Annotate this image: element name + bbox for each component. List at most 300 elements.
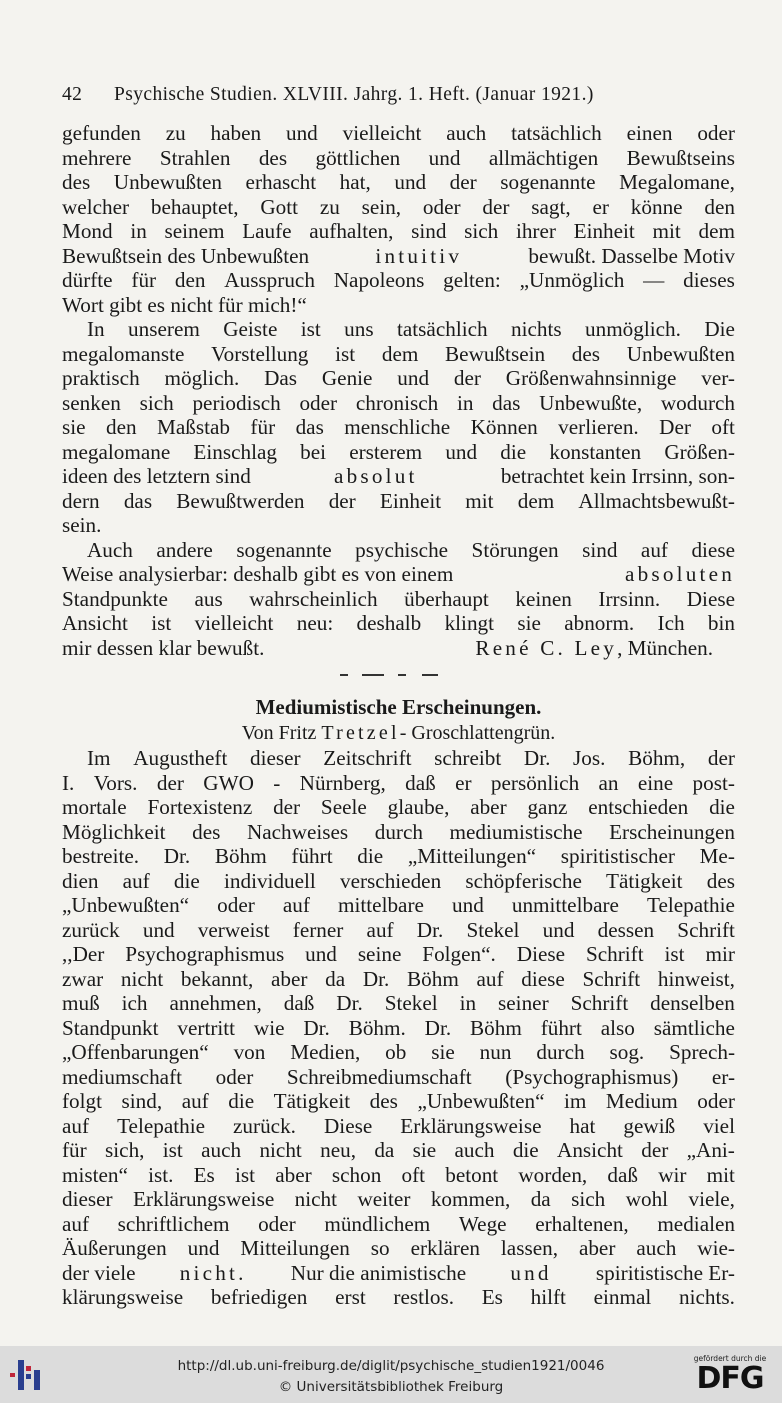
line-text: spiritistische Er- <box>595 1260 735 1285</box>
text-line <box>62 967 735 992</box>
word: hinweist, <box>657 966 735 991</box>
word: Psychographismus <box>125 942 285 966</box>
word: worden, <box>518 1162 588 1187</box>
word: Dr. <box>523 746 551 770</box>
word: sie <box>412 1138 437 1162</box>
word: bin <box>707 611 735 635</box>
word: der <box>707 746 735 770</box>
text-line <box>62 942 735 967</box>
word: Maßstab <box>157 415 230 439</box>
word: sämtliche <box>653 1015 735 1040</box>
text-line <box>62 1163 735 1188</box>
text-line <box>62 1114 735 1139</box>
text-line <box>62 1040 735 1065</box>
word: Diese <box>686 586 735 611</box>
text-line <box>62 464 735 489</box>
line-text: Nur die animistische <box>290 1260 467 1285</box>
word: aber <box>470 795 507 819</box>
word: erklären <box>410 1236 480 1260</box>
word: sogenannte <box>500 170 596 194</box>
text-line <box>62 1261 735 1286</box>
word: seiner <box>498 991 549 1015</box>
word: Augustheft <box>133 746 228 770</box>
word: ganz <box>527 795 568 819</box>
text-line <box>62 795 735 820</box>
word: bekannt, <box>180 966 254 991</box>
word: in <box>456 390 474 415</box>
word: annehmen, <box>169 991 262 1015</box>
word: bestreite. <box>62 844 140 868</box>
word: die <box>357 844 384 868</box>
word: spiritistischer <box>560 844 675 868</box>
word: oder <box>215 1064 254 1089</box>
word: Es <box>481 1285 503 1309</box>
word: seinem <box>164 219 225 243</box>
word: neu: <box>296 611 334 635</box>
word: mittelbare <box>338 893 424 917</box>
word: auf <box>282 893 310 917</box>
word: Dr. <box>336 991 363 1015</box>
word: sind <box>582 537 618 562</box>
word: aber <box>578 1236 616 1260</box>
author-place: - Groschlattengrün. <box>399 722 556 744</box>
word: ihrer <box>515 219 556 243</box>
word: dem <box>517 488 555 513</box>
word: vielleicht <box>342 121 422 145</box>
word: gefunden <box>62 121 141 145</box>
word: und <box>305 942 337 966</box>
paragraph-first-line <box>62 317 735 342</box>
author-place: , München. <box>617 635 713 660</box>
word: entschieden <box>588 795 689 819</box>
line-text: Weise analysierbar: deshalb gibt es von einem <box>62 562 454 586</box>
word: die <box>228 1089 255 1113</box>
word: schreibt <box>434 746 502 770</box>
word: I. <box>62 770 75 795</box>
word: dessen <box>597 917 655 942</box>
word: oder <box>299 390 338 415</box>
word: das <box>295 415 324 439</box>
word: sind, <box>121 1089 163 1113</box>
text-line <box>62 415 735 440</box>
spaced-emphasis: intuitiv <box>375 243 463 268</box>
word: Schrift <box>677 917 735 942</box>
word: wie- <box>697 1236 735 1260</box>
text-line <box>62 611 735 636</box>
word: sie <box>431 1040 455 1064</box>
word: die <box>512 1138 539 1162</box>
word: In <box>87 317 105 341</box>
word: Diese <box>516 942 566 966</box>
word: menschliche <box>344 415 451 439</box>
word: der <box>482 194 510 219</box>
word: Einschlag <box>193 439 277 464</box>
word: viel <box>703 1113 735 1138</box>
text-line <box>62 1016 735 1041</box>
word: Standpunkte <box>62 586 168 611</box>
word: erhascht <box>245 170 317 194</box>
word: Telepathie <box>117 1113 206 1138</box>
word: der <box>328 488 356 513</box>
word: medialen <box>657 1211 735 1236</box>
word: post- <box>692 770 735 795</box>
word: an <box>598 770 619 795</box>
word: denselben <box>650 991 735 1015</box>
word: sind <box>411 219 447 243</box>
word: verlieren. <box>558 415 639 439</box>
word: durch <box>536 1040 585 1064</box>
word: folgt <box>62 1089 103 1113</box>
word: wohl <box>625 1187 669 1211</box>
word: für <box>250 415 276 439</box>
text-line <box>62 121 735 146</box>
word: Das <box>264 366 298 390</box>
word: Schrift <box>582 966 641 991</box>
word: sein, <box>361 194 402 219</box>
word: ist <box>664 942 685 966</box>
word: Dr. <box>362 966 390 991</box>
word: auf <box>181 1089 209 1113</box>
word: des <box>62 170 91 194</box>
word: periodisch <box>192 390 281 415</box>
dfg-funding-text: gefördert durch die <box>693 1354 767 1363</box>
text-line <box>62 195 735 220</box>
text-line <box>62 513 735 538</box>
word: Folgen“. <box>422 942 496 966</box>
text-line <box>62 844 735 869</box>
word: Auch <box>87 537 133 562</box>
separator-dash <box>422 674 438 676</box>
word: dieser <box>250 746 301 770</box>
text-line <box>62 562 735 587</box>
word: uns <box>344 317 374 341</box>
word: daß <box>405 770 436 795</box>
signature <box>475 636 735 661</box>
word: Medien, <box>290 1040 361 1064</box>
word: in <box>130 219 147 243</box>
word: megalomane <box>62 439 171 464</box>
section-separator <box>62 660 735 694</box>
word: schöpferische <box>465 868 582 893</box>
word: sie <box>62 415 86 439</box>
word: mortale <box>62 795 127 819</box>
word: Böhm, <box>628 746 686 770</box>
word: und <box>445 439 478 464</box>
word: Mitteilungen <box>240 1236 350 1260</box>
word: möglich. <box>164 366 240 390</box>
word: er <box>592 194 609 219</box>
word: die <box>500 439 527 464</box>
word: der <box>453 366 481 390</box>
word: Napoleons <box>333 268 425 292</box>
word: sich, <box>105 1138 145 1162</box>
permalink-url[interactable]: http://dl.ub.uni-freiburg.de/diglit/psychische_studien1921/0046 <box>177 1358 605 1374</box>
word: Können <box>470 415 538 439</box>
word: dieser <box>62 1187 113 1211</box>
word: Einheit <box>379 488 442 513</box>
word: Schrift <box>570 991 629 1015</box>
word: gelten: <box>443 268 501 292</box>
line-text: sein. <box>62 513 102 537</box>
text-line <box>62 1065 735 1090</box>
word: Erklärungsweise <box>400 1113 542 1138</box>
word: kommen, <box>430 1187 511 1211</box>
word: Böhm <box>470 1015 522 1040</box>
word: und <box>142 917 175 942</box>
word: auch <box>454 1138 495 1162</box>
word: lassen, <box>500 1236 558 1260</box>
word: ferner <box>292 917 344 942</box>
word: Standpunkt <box>62 1015 159 1040</box>
word: tatsächlich <box>397 317 488 341</box>
paragraph-first-line <box>62 746 735 771</box>
author-name: René C. Ley <box>475 635 618 660</box>
word: verweist <box>197 917 270 942</box>
line-text: Bewußtsein des Unbewußten <box>62 243 310 268</box>
word: oder <box>217 893 255 917</box>
line-text: bewußt. Dasselbe Motiv <box>528 243 735 268</box>
word: unserem <box>128 317 200 341</box>
spaced-emphasis: absoluten <box>624 562 735 586</box>
word: und <box>285 121 318 145</box>
spaced-emphasis: nicht. <box>179 1260 247 1285</box>
word: — <box>643 268 665 292</box>
word: ist. <box>148 1162 174 1187</box>
word: nichts <box>511 317 562 341</box>
word: Böhm. <box>348 1015 406 1040</box>
word: verschieden <box>340 868 442 893</box>
text-line <box>62 342 735 367</box>
text-line <box>62 293 735 318</box>
word: (Psychographismus) <box>505 1064 679 1089</box>
word: klingt <box>444 611 495 635</box>
word: ist <box>300 317 321 341</box>
line-text: mir dessen klar bewußt. <box>62 635 265 660</box>
word: sogenannte <box>236 537 332 562</box>
article-author <box>62 720 735 746</box>
word: den <box>704 194 735 219</box>
spaced-emphasis: und <box>510 1260 552 1285</box>
word: Die <box>704 317 735 341</box>
dfg-logo <box>688 1354 772 1398</box>
word: ,,Der <box>62 942 105 966</box>
word: Wege <box>458 1211 507 1236</box>
word: die <box>173 868 200 893</box>
word: Zeitschrift <box>323 746 412 770</box>
text-line <box>62 1187 735 1212</box>
separator-dash <box>340 674 348 676</box>
word: erst <box>335 1285 366 1309</box>
word: abnorm. <box>564 611 635 635</box>
word: das <box>492 390 521 415</box>
word: so <box>370 1236 390 1260</box>
word: wodurch <box>660 390 735 415</box>
text-line <box>62 771 735 796</box>
word: nicht <box>120 966 164 991</box>
word: Erklärungsweise <box>133 1187 275 1211</box>
word: sagt, <box>531 194 571 219</box>
page-number: 42 <box>62 84 83 105</box>
word: ist <box>162 1138 183 1162</box>
word: Tätigkeit <box>606 868 683 893</box>
word: Im <box>87 746 111 770</box>
spaced-emphasis: absolut <box>334 464 418 488</box>
line-text: ideen des letztern sind <box>62 464 251 488</box>
word: auch <box>446 121 487 145</box>
text-line <box>62 366 735 391</box>
signature-line <box>62 636 735 661</box>
word: welcher <box>62 194 130 219</box>
word: Äußerungen <box>62 1236 167 1260</box>
word: Dr. <box>416 917 444 942</box>
word: dürfte <box>62 268 113 292</box>
text-line <box>62 1212 735 1237</box>
text-line <box>62 991 735 1016</box>
word: also <box>600 1015 635 1040</box>
word: daß <box>607 1162 638 1187</box>
word: einmal <box>593 1285 652 1309</box>
word: Bewußtseins <box>626 145 735 170</box>
word: auf <box>640 537 668 562</box>
running-header <box>62 84 702 106</box>
word: Ansicht <box>557 1138 623 1162</box>
word: Bewußtwerden <box>176 488 305 513</box>
word: dien <box>62 868 99 893</box>
word: Bewußtsein <box>445 341 546 366</box>
word: neu, <box>320 1138 357 1162</box>
word: „Unmöglich <box>519 268 625 292</box>
word: haben <box>210 121 262 145</box>
word: Nachweises <box>246 819 349 844</box>
word: viele, <box>688 1187 735 1211</box>
word: restlos. <box>393 1285 455 1309</box>
word: des <box>706 868 735 893</box>
word: Größen- <box>664 439 735 464</box>
word: zu <box>165 121 186 145</box>
word: nicht <box>294 1187 338 1211</box>
word: Genie <box>321 366 373 390</box>
word: hat <box>569 1113 596 1138</box>
word: dem <box>381 341 419 366</box>
text-line <box>62 1089 735 1114</box>
text-line <box>62 219 735 244</box>
word: ist <box>234 1162 256 1187</box>
word: betont <box>445 1162 499 1187</box>
word: dem <box>698 219 735 243</box>
word: sich <box>139 390 174 415</box>
word: keinen <box>515 586 572 611</box>
word: Stekel <box>384 991 438 1015</box>
word: vielleicht <box>194 611 274 635</box>
word: muß <box>62 991 100 1015</box>
text-line <box>62 170 735 195</box>
word: Irrsinn. <box>598 586 661 611</box>
word: Möglichkeit <box>62 819 166 844</box>
word: Me- <box>699 844 735 868</box>
word: klärungsweise <box>62 1285 184 1309</box>
word: Vors. <box>93 770 138 795</box>
word: durch <box>374 819 423 844</box>
word: zurück <box>62 917 120 942</box>
word: und <box>542 917 575 942</box>
word: er- <box>711 1064 735 1089</box>
word: aus <box>194 586 223 611</box>
word: sich <box>571 1187 606 1211</box>
word: schriftlichem <box>117 1211 230 1236</box>
word: dieses <box>683 268 735 292</box>
word: zwar <box>62 966 104 991</box>
text-line <box>62 489 735 514</box>
word: ersterem <box>349 439 423 464</box>
word: - <box>273 770 281 795</box>
word: nicht <box>259 1138 302 1162</box>
word: gewiß <box>623 1113 676 1138</box>
text-line <box>62 1285 735 1310</box>
word: diese <box>521 966 565 991</box>
text-line <box>62 869 735 894</box>
word: ist <box>151 611 172 635</box>
word: und <box>397 366 430 390</box>
word: wahrscheinlich <box>249 586 378 611</box>
word: die <box>709 795 735 819</box>
word: Der <box>659 415 691 439</box>
word: unmittelbare <box>511 893 619 917</box>
word: Größenwahnsinnige <box>505 366 677 390</box>
word: Diese <box>324 1113 373 1138</box>
text-line <box>62 587 735 612</box>
line-text: der viele <box>62 1260 136 1285</box>
word: im <box>564 1089 587 1113</box>
text-line <box>62 440 735 465</box>
word: mit <box>465 488 494 513</box>
word: einen <box>626 121 673 145</box>
word: konstanten <box>549 439 642 464</box>
word: aber <box>275 1162 312 1187</box>
word: auch <box>201 1138 242 1162</box>
word: Ich <box>657 611 685 635</box>
word: Erscheinungen <box>609 819 735 844</box>
word: Strahlen <box>159 145 231 170</box>
word: deshalb <box>356 611 422 635</box>
word: glaube, <box>387 795 450 819</box>
word: Megalomane, <box>619 170 735 194</box>
word: Medium <box>605 1089 678 1113</box>
word: zurück. <box>233 1113 296 1138</box>
word: da <box>325 966 346 991</box>
text-line <box>62 820 735 845</box>
word: unmöglich. <box>585 317 681 341</box>
word: diese <box>691 537 735 562</box>
word: mündlichem <box>324 1211 431 1236</box>
word: mit <box>652 219 681 243</box>
word: Ausspruch <box>224 268 315 292</box>
word: befriedigen <box>210 1285 308 1309</box>
word: Jos. <box>573 746 606 770</box>
word: wie <box>253 1015 285 1040</box>
word: den <box>174 268 206 292</box>
word: des <box>571 341 601 366</box>
copyright-notice: © Universitätsbibliothek Freiburg <box>278 1379 504 1395</box>
text-line <box>62 918 735 943</box>
word: ist <box>335 341 356 366</box>
word: seine <box>357 942 402 966</box>
word: des <box>192 819 221 844</box>
word: andere <box>156 537 213 562</box>
word: eine <box>637 770 674 795</box>
word: der <box>273 795 301 819</box>
word: GWO <box>203 770 254 795</box>
word: der <box>449 170 477 194</box>
